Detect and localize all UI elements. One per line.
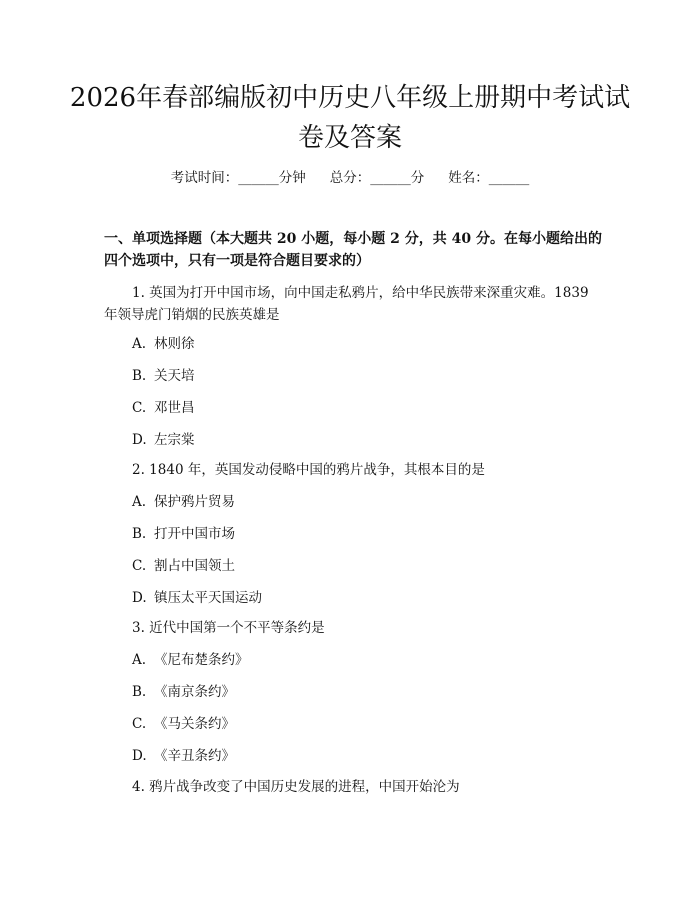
- option-text: 保护鸦片贸易: [154, 494, 235, 510]
- option-text: 林则徐: [154, 336, 195, 352]
- question-stem-1: 1. 英国为打开中国市场，向中国走私鸦片，给中华民族带来深重灾难。1839 年领导虎门销烟的民族英雄是: [104, 285, 589, 323]
- option-letter: D.: [132, 590, 147, 606]
- option-text: 左宗棠: [154, 432, 195, 448]
- option-text: 《南京条约》: [154, 684, 235, 700]
- exam-time-field: 考试时间：______分钟: [170, 170, 306, 186]
- option-letter: D.: [132, 432, 147, 448]
- question-3-option-a: [132, 650, 249, 670]
- option-letter: B.: [132, 684, 147, 700]
- option-text: 镇压太平天国运动: [154, 590, 262, 606]
- student-name-field: 姓名：______: [448, 170, 530, 186]
- option-letter: A.: [132, 652, 147, 668]
- option-text: 邓世昌: [154, 400, 195, 416]
- section-heading: 一、单项选择题（本大题共 20 小题，每小题 2 分，共 40 分。在每小题给出的四个选项中，只有一项是符合题目要求的）: [104, 231, 602, 269]
- question-2-option-b: [132, 524, 235, 544]
- option-letter: D.: [132, 748, 147, 764]
- question-stem-2: 2. 1840 年，英国发动侵略中国的鸦片战争，其根本目的是: [132, 462, 485, 478]
- exam-info-line: [60, 168, 640, 188]
- question-1-option-d: [132, 430, 195, 450]
- question-2-option-c: [132, 556, 235, 576]
- option-letter: B.: [132, 526, 147, 542]
- question-stem-3: 3. 近代中国第一个不平等条约是: [132, 620, 325, 636]
- option-letter: C.: [132, 400, 147, 416]
- option-letter: B.: [132, 368, 147, 384]
- document-title: 2026年春部编版初中历史八年级上册期中考试试卷及答案: [69, 83, 631, 153]
- option-letter: C.: [132, 558, 147, 574]
- option-letter: C.: [132, 716, 147, 732]
- option-letter: A.: [132, 336, 147, 352]
- question-1-option-c: [132, 398, 195, 418]
- option-letter: A.: [132, 494, 147, 510]
- option-text: 打开中国市场: [154, 526, 235, 542]
- option-text: 《辛丑条约》: [154, 748, 235, 764]
- question-2-option-a: [132, 492, 235, 512]
- question-stem-4: 4. 鸦片战争改变了中国历史发展的进程，中国开始沦为: [132, 779, 460, 795]
- question-2-option-d: [132, 588, 262, 608]
- option-text: 关天培: [154, 368, 195, 384]
- option-text: 《马关条约》: [154, 716, 235, 732]
- total-score-field: 总分：______分: [329, 170, 425, 186]
- question-1-option-a: [132, 334, 195, 354]
- question-3-option-b: [132, 682, 235, 702]
- option-text: 《尼布楚条约》: [154, 652, 249, 668]
- question-1-option-b: [132, 366, 195, 386]
- question-3-option-d: [132, 746, 235, 766]
- option-text: 割占中国领土: [154, 558, 235, 574]
- question-3-option-c: [132, 714, 235, 734]
